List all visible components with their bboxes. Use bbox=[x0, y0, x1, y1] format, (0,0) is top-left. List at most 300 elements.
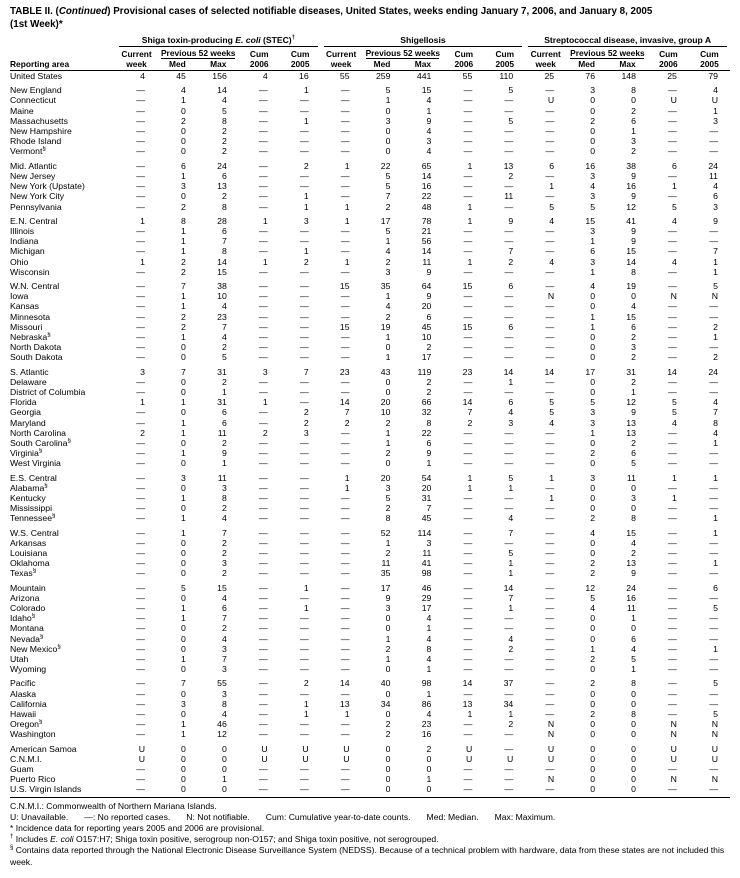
value-cell: — bbox=[709, 537, 718, 548]
value-cell: 9 bbox=[426, 115, 432, 126]
value-cell: 0 bbox=[566, 784, 607, 797]
value-cell: 0 bbox=[631, 753, 636, 764]
value-cell: 1 bbox=[590, 643, 596, 654]
value-cell: 1 bbox=[713, 513, 718, 524]
value-cell: — bbox=[709, 654, 718, 665]
value-cell: — bbox=[299, 437, 309, 448]
value-cell: — bbox=[709, 136, 718, 147]
value-cell: — bbox=[463, 170, 473, 181]
value-cell: 3 bbox=[385, 603, 391, 614]
reporting-area-cell: Nebraska§ bbox=[10, 331, 51, 342]
value-cell: — bbox=[299, 492, 309, 503]
value-cell: 55 bbox=[339, 71, 350, 82]
value-cell: 12 bbox=[585, 582, 596, 593]
value-cell: 14 bbox=[217, 256, 227, 267]
value-cell: — bbox=[504, 311, 514, 322]
value-cell: 15 bbox=[626, 527, 636, 538]
value-cell: 0 bbox=[181, 407, 186, 418]
value-cell: 1 bbox=[385, 352, 391, 363]
value-cell: 5 bbox=[672, 201, 677, 212]
value-cell: 2 bbox=[590, 568, 596, 579]
value-cell: — bbox=[463, 136, 473, 147]
value-cell: 0 bbox=[590, 376, 596, 387]
value-cell: — bbox=[463, 503, 473, 514]
value-cell: 16 bbox=[421, 729, 432, 740]
value-cell: N bbox=[670, 291, 677, 302]
value-cell: — bbox=[545, 527, 555, 538]
value-cell: 1 bbox=[181, 448, 186, 459]
value-cell: 0 bbox=[181, 764, 186, 775]
value-cell: 0 bbox=[385, 764, 391, 775]
value-cell: 2 bbox=[221, 548, 227, 558]
value-cell: — bbox=[709, 503, 718, 514]
reporting-area-header: Reporting area bbox=[10, 59, 116, 71]
value-cell: — bbox=[463, 427, 473, 438]
value-cell: 3 bbox=[385, 115, 391, 126]
value-cell: 4 bbox=[549, 256, 555, 267]
value-cell: — bbox=[136, 513, 145, 524]
value-cell: — bbox=[463, 448, 473, 459]
value-cell: 7 bbox=[508, 527, 514, 538]
value-cell: U bbox=[466, 753, 473, 764]
reporting-area-cell: New Mexico§ bbox=[10, 643, 61, 654]
value-cell: — bbox=[299, 654, 309, 665]
value-cell: — bbox=[259, 146, 268, 157]
value-cell: 15 bbox=[339, 280, 350, 291]
value-cell: — bbox=[136, 729, 145, 740]
max-subheader: Max bbox=[198, 59, 239, 71]
value-cell: — bbox=[136, 331, 145, 342]
reporting-area-cell: Utah bbox=[10, 654, 29, 665]
value-cell: — bbox=[545, 664, 555, 675]
value-cell: 2 bbox=[590, 513, 596, 524]
value-cell: — bbox=[136, 613, 145, 624]
value-cell: — bbox=[545, 709, 555, 720]
value-cell: 0 bbox=[181, 482, 186, 493]
value-cell: 2 bbox=[221, 623, 227, 634]
value-cell: 0 bbox=[181, 643, 186, 654]
value-cell: 11 bbox=[626, 472, 636, 483]
value-cell: — bbox=[504, 266, 514, 277]
table-row bbox=[10, 740, 730, 754]
value-cell: 12 bbox=[626, 397, 636, 408]
value-cell: 0 bbox=[590, 136, 596, 147]
value-cell: 1 bbox=[508, 709, 514, 720]
value-cell: — bbox=[668, 136, 677, 147]
value-cell: — bbox=[259, 225, 268, 236]
value-cell: 0 bbox=[181, 437, 186, 448]
current-week-header: Current bbox=[121, 49, 152, 60]
value-cell: 6 bbox=[672, 160, 677, 171]
value-cell: — bbox=[545, 698, 555, 709]
value-cell: 0 bbox=[181, 376, 186, 387]
value-cell: 1 bbox=[221, 774, 227, 785]
value-cell: 76 bbox=[585, 71, 596, 82]
value-cell: 31 bbox=[217, 366, 227, 377]
table-row bbox=[10, 538, 730, 548]
value-cell: 1 bbox=[262, 397, 268, 408]
value-cell: — bbox=[299, 146, 309, 157]
value-cell: — bbox=[340, 301, 350, 312]
value-cell: — bbox=[668, 503, 677, 514]
value-cell: 0 bbox=[385, 105, 391, 116]
value-cell: — bbox=[340, 774, 350, 785]
legend-item: —: No reported cases. bbox=[84, 811, 171, 822]
table-row bbox=[10, 548, 730, 558]
value-cell: 1 bbox=[426, 664, 432, 675]
value-cell: — bbox=[504, 291, 514, 302]
value-cell: — bbox=[136, 603, 145, 614]
value-cell: 5 bbox=[590, 397, 596, 408]
value-cell: 5 bbox=[590, 201, 596, 212]
value-cell: 9 bbox=[508, 215, 514, 226]
value-cell: 4 bbox=[713, 85, 718, 96]
value-cell: 1 bbox=[713, 437, 718, 448]
value-cell: 5 bbox=[549, 397, 555, 408]
value-cell: 0 bbox=[181, 105, 186, 116]
reporting-area-cell: Mississippi bbox=[10, 503, 52, 514]
value-cell: 2 bbox=[385, 256, 391, 267]
value-cell: 9 bbox=[426, 266, 432, 277]
value-cell: 0 bbox=[181, 709, 186, 720]
value-cell: — bbox=[259, 437, 268, 448]
value-cell: 3 bbox=[221, 482, 227, 493]
value-cell: 8 bbox=[221, 201, 227, 212]
value-cell: 1 bbox=[549, 472, 555, 483]
value-cell: 0 bbox=[181, 592, 186, 603]
value-cell: 441 bbox=[416, 71, 432, 82]
value-cell: — bbox=[136, 482, 145, 493]
value-cell: — bbox=[545, 236, 555, 247]
table-row bbox=[10, 95, 730, 105]
footnote-marker: § bbox=[10, 845, 14, 852]
value-cell: — bbox=[259, 115, 268, 126]
value-cell: — bbox=[299, 105, 309, 116]
value-cell: — bbox=[709, 492, 718, 503]
value-cell: — bbox=[340, 225, 350, 236]
value-cell: — bbox=[709, 688, 718, 699]
value-cell: — bbox=[259, 181, 268, 192]
value-cell: 1 bbox=[181, 492, 186, 503]
value-cell: 15 bbox=[462, 321, 473, 332]
value-cell: — bbox=[463, 729, 473, 740]
value-cell: 48 bbox=[421, 201, 432, 212]
value-cell: 5 bbox=[508, 548, 514, 558]
value-cell: 13 bbox=[503, 160, 514, 171]
value-cell: — bbox=[299, 280, 309, 291]
value-cell: 0 bbox=[181, 688, 186, 699]
value-cell: — bbox=[668, 352, 677, 363]
value-cell: 38 bbox=[217, 280, 227, 291]
value-cell: — bbox=[668, 246, 677, 257]
value-cell: U bbox=[261, 743, 268, 754]
value-cell: — bbox=[299, 376, 309, 387]
value-cell: — bbox=[504, 654, 514, 665]
value-cell: 0 bbox=[385, 376, 391, 387]
value-cell: 7 bbox=[713, 246, 718, 257]
value-cell: 0 bbox=[181, 136, 186, 147]
value-cell: U bbox=[711, 753, 718, 764]
value-cell: 2 bbox=[385, 503, 391, 514]
value-cell: 2 bbox=[221, 126, 227, 137]
value-cell: 1 bbox=[508, 482, 514, 493]
value-cell: — bbox=[259, 386, 268, 397]
value-cell: 7 bbox=[713, 407, 718, 418]
value-cell: U bbox=[343, 753, 350, 764]
value-cell: 9 bbox=[631, 191, 636, 202]
value-cell: — bbox=[463, 558, 473, 569]
value-cell: 259 bbox=[375, 71, 391, 82]
value-cell: — bbox=[668, 527, 677, 538]
value-cell: — bbox=[136, 85, 145, 96]
reporting-area-cell: Guam bbox=[10, 764, 34, 775]
value-cell: 3 bbox=[426, 537, 432, 548]
value-cell: 1 bbox=[467, 201, 473, 212]
value-cell: 7 bbox=[508, 592, 514, 603]
value-cell: 2 bbox=[344, 417, 350, 428]
value-cell: 1 bbox=[181, 236, 186, 247]
value-cell: — bbox=[668, 105, 677, 116]
value-cell: — bbox=[136, 774, 145, 785]
value-cell: 34 bbox=[503, 698, 514, 709]
value-cell: 0 bbox=[590, 352, 596, 363]
value-cell: 25 bbox=[544, 71, 555, 82]
value-cell: 8 bbox=[385, 513, 391, 524]
value-cell: 13 bbox=[217, 181, 227, 192]
value-cell: 0 bbox=[385, 458, 391, 469]
value-cell: 1 bbox=[303, 582, 309, 593]
value-cell: — bbox=[299, 527, 309, 538]
value-cell: U bbox=[506, 753, 514, 764]
value-cell: 15 bbox=[626, 311, 636, 322]
value-cell: — bbox=[340, 513, 350, 524]
value-cell: — bbox=[299, 774, 309, 785]
previous-52-weeks-header: Previous 52 weeks bbox=[160, 48, 236, 59]
reporting-area-cell: Illinois bbox=[10, 225, 35, 236]
value-cell: 98 bbox=[421, 568, 432, 579]
value-cell: 0 bbox=[631, 698, 636, 709]
value-cell: — bbox=[340, 246, 350, 257]
table-row bbox=[10, 654, 730, 664]
table-row bbox=[10, 106, 730, 116]
table-row bbox=[10, 448, 730, 458]
value-cell: 22 bbox=[421, 191, 432, 202]
value-cell: 1 bbox=[344, 215, 350, 226]
value-cell: 0 bbox=[590, 482, 596, 493]
value-cell: 1 bbox=[181, 95, 186, 106]
value-cell: 1 bbox=[140, 256, 145, 267]
value-cell: 1 bbox=[303, 201, 309, 212]
value-cell: 1 bbox=[672, 181, 677, 192]
value-cell: — bbox=[136, 568, 145, 579]
value-cell: — bbox=[340, 537, 350, 548]
reporting-area-cell: Arizona bbox=[10, 592, 40, 603]
cum-2006-header: Cum bbox=[249, 49, 269, 60]
reporting-area-cell: Massachusetts bbox=[10, 115, 68, 126]
value-cell: — bbox=[136, 458, 145, 469]
value-cell: — bbox=[299, 482, 309, 493]
value-cell: 0 bbox=[590, 126, 596, 137]
value-cell: — bbox=[545, 146, 555, 157]
value-cell: — bbox=[525, 784, 566, 797]
value-cell: 1 bbox=[181, 301, 186, 312]
value-cell: 38 bbox=[626, 160, 636, 171]
value-cell: 0 bbox=[385, 623, 391, 634]
value-cell: — bbox=[545, 352, 555, 363]
value-cell: — bbox=[504, 458, 514, 469]
table-row bbox=[10, 191, 730, 201]
value-cell: — bbox=[259, 472, 268, 483]
table-row bbox=[10, 644, 730, 654]
value-cell: 12 bbox=[217, 729, 227, 740]
value-cell: 4 bbox=[508, 633, 514, 644]
value-cell: — bbox=[709, 342, 718, 353]
value-cell: — bbox=[504, 342, 514, 353]
value-cell: 0 bbox=[590, 623, 596, 634]
value-cell: 0 bbox=[590, 764, 596, 775]
value-cell: 3 bbox=[590, 191, 596, 202]
value-cell: — bbox=[259, 764, 268, 775]
value-cell: 5 bbox=[385, 170, 391, 181]
value-cell: — bbox=[668, 427, 677, 438]
value-cell: — bbox=[259, 448, 268, 459]
reporting-area-cell: New England bbox=[10, 85, 62, 96]
value-cell: 1 bbox=[181, 170, 186, 181]
value-cell: 4 bbox=[631, 537, 636, 548]
value-cell: — bbox=[259, 136, 268, 147]
table-row bbox=[10, 212, 730, 226]
value-cell: — bbox=[340, 115, 350, 126]
value-cell: — bbox=[463, 582, 473, 593]
reporting-area-cell: New Jersey bbox=[10, 170, 56, 181]
reporting-area-cell: Maryland bbox=[10, 417, 46, 428]
med-subheader: Med bbox=[566, 59, 607, 71]
value-cell: 11 bbox=[626, 603, 636, 614]
value-cell: — bbox=[504, 136, 514, 147]
value-cell: — bbox=[484, 784, 525, 797]
value-cell: — bbox=[463, 85, 473, 96]
value-cell: — bbox=[259, 301, 268, 312]
value-cell: U bbox=[302, 753, 309, 764]
value-cell: 4 bbox=[221, 592, 227, 603]
value-cell: — bbox=[259, 698, 268, 709]
value-cell: — bbox=[545, 568, 555, 579]
value-cell: — bbox=[504, 764, 514, 775]
value-cell: 1 bbox=[181, 397, 186, 408]
notifiable-diseases-table bbox=[10, 35, 730, 798]
value-cell: — bbox=[299, 311, 309, 322]
value-cell: — bbox=[259, 95, 268, 106]
value-cell: — bbox=[136, 492, 145, 503]
reporting-area-cell: Florida bbox=[10, 397, 37, 408]
value-cell: 2 bbox=[181, 321, 186, 332]
value-cell: — bbox=[668, 613, 677, 624]
value-cell: — bbox=[545, 311, 555, 322]
value-cell: — bbox=[545, 678, 555, 689]
value-cell: 2 bbox=[385, 448, 391, 459]
value-cell: — bbox=[668, 126, 677, 137]
value-cell: — bbox=[463, 719, 473, 730]
value-cell: 4 bbox=[385, 246, 391, 257]
value-cell: 3 bbox=[631, 492, 636, 503]
value-cell: — bbox=[259, 623, 268, 634]
value-cell: N bbox=[547, 729, 555, 740]
table-row bbox=[10, 81, 730, 95]
reporting-area-cell: New Hampshire bbox=[10, 126, 72, 137]
value-cell: — bbox=[545, 321, 555, 332]
value-cell: U bbox=[302, 743, 309, 754]
value-cell: — bbox=[340, 613, 350, 624]
value-cell: — bbox=[259, 643, 268, 654]
table-row bbox=[10, 267, 730, 277]
value-cell: 0 bbox=[181, 774, 186, 785]
value-cell: — bbox=[136, 719, 145, 730]
value-cell: 4 bbox=[713, 427, 718, 438]
value-cell: 15 bbox=[585, 215, 596, 226]
reporting-area-cell: North Carolina bbox=[10, 427, 67, 438]
table-row bbox=[10, 352, 730, 362]
value-cell: — bbox=[668, 678, 677, 689]
value-cell: 2 bbox=[631, 146, 636, 157]
value-cell: 1 bbox=[181, 291, 186, 302]
value-cell: 10 bbox=[380, 407, 391, 418]
value-cell: 156 bbox=[212, 71, 227, 82]
value-cell: — bbox=[259, 503, 268, 514]
legend-line bbox=[10, 812, 730, 823]
value-cell: — bbox=[259, 331, 268, 342]
value-cell: 2 bbox=[221, 568, 227, 579]
year-2006-subheader: 2006 bbox=[239, 59, 280, 71]
value-cell: — bbox=[463, 437, 473, 448]
value-cell: — bbox=[259, 592, 268, 603]
reporting-area-cell: Maine bbox=[10, 105, 34, 116]
value-cell: — bbox=[668, 311, 677, 322]
legend-item: N: Not notifiable. bbox=[186, 811, 250, 822]
value-cell: — bbox=[668, 582, 677, 593]
value-cell: 3 bbox=[221, 643, 227, 654]
value-cell: 0 bbox=[181, 664, 186, 675]
value-cell: 0 bbox=[631, 95, 636, 106]
table-row bbox=[10, 699, 730, 709]
value-cell: — bbox=[259, 678, 268, 689]
table-row bbox=[10, 613, 730, 623]
value-cell: 5 bbox=[713, 603, 718, 614]
value-cell: 1 bbox=[672, 492, 677, 503]
value-cell: 7 bbox=[508, 246, 514, 257]
value-cell: — bbox=[136, 280, 145, 291]
value-cell: 3 bbox=[713, 115, 718, 126]
value-cell: — bbox=[340, 548, 350, 558]
value-cell: U bbox=[343, 743, 350, 754]
value-cell: 3 bbox=[631, 136, 636, 147]
value-cell: 22 bbox=[421, 427, 432, 438]
value-cell: — bbox=[545, 548, 555, 558]
value-cell: 0 bbox=[631, 503, 636, 514]
value-cell: 2 bbox=[590, 678, 596, 689]
value-cell: 2 bbox=[385, 548, 391, 558]
value-cell: 0 bbox=[198, 784, 239, 797]
value-cell: 0 bbox=[426, 753, 432, 764]
value-cell: — bbox=[259, 417, 268, 428]
value-cell: 3 bbox=[181, 472, 186, 483]
value-cell: 55 bbox=[462, 71, 473, 82]
value-cell: — bbox=[259, 321, 268, 332]
value-cell: 23 bbox=[462, 366, 473, 377]
value-cell: — bbox=[136, 342, 145, 353]
value-cell: — bbox=[709, 568, 718, 579]
value-cell: — bbox=[259, 613, 268, 624]
value-cell: — bbox=[668, 664, 677, 675]
